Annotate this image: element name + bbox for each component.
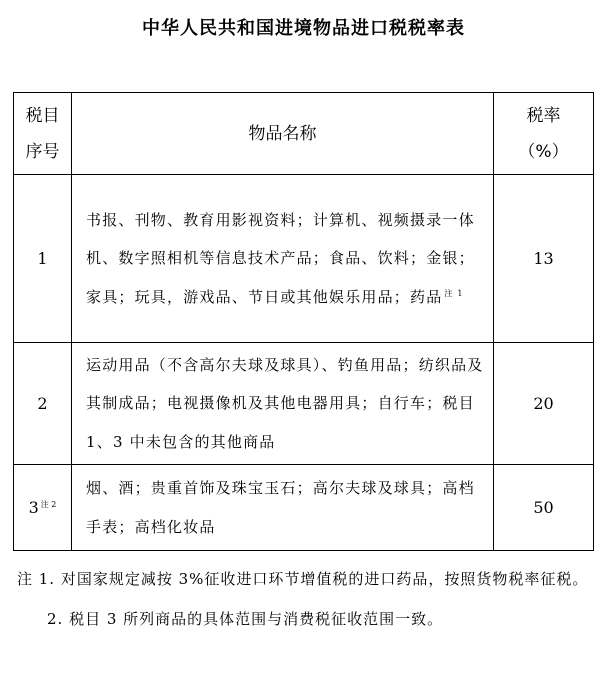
row-id: 1 xyxy=(37,249,48,268)
header-rate-line2: （%） xyxy=(518,141,569,162)
tax-rate-table xyxy=(13,92,594,551)
row-rate-cell xyxy=(494,343,594,465)
header-id-line1: 税目 xyxy=(25,105,60,126)
row-id-cell xyxy=(14,343,72,465)
header-rate xyxy=(494,93,594,175)
row-name: 书报、刊物、教育用影视资料；计算机、视频摄录一体机、数字照相机等信息技术产品；食品、饮料；金银；家具；玩具，游戏品、节日或其他娱乐用品；药品 xyxy=(86,210,475,306)
header-name xyxy=(72,93,494,175)
row-name: 运动用品（不含高尔夫球及球具）、钓鱼用品；纺织品及其制成品；电视摄像机及其他电器用具；自行车；税目 1、3 中未包含的其他商品 xyxy=(86,355,484,451)
header-rate-line1: 税率 xyxy=(526,105,561,126)
row-id: 3 xyxy=(28,498,39,517)
table-row xyxy=(14,465,594,551)
row-name-cell xyxy=(72,465,494,551)
row-name-cell xyxy=(72,175,494,343)
table-header-row xyxy=(14,93,594,175)
row-id-cell xyxy=(14,465,72,551)
page-title: 中华人民共和国进境物品进口税税率表 xyxy=(142,18,465,39)
row-rate: 20 xyxy=(533,394,554,413)
row-rate: 13 xyxy=(533,249,554,268)
footnotes xyxy=(17,562,595,637)
row-rate-cell xyxy=(494,175,594,343)
row-name-note: 注 1 xyxy=(444,288,464,298)
row-rate-cell xyxy=(494,465,594,551)
footnote-2: 2. 税目 3 所列商品的具体范围与消费税征收范围一致。 xyxy=(47,610,444,628)
footnote-1: 注 1. 对国家规定减按 3%征收进口环节增值税的进口药品，按照货物税率征税。 xyxy=(17,570,589,588)
header-name-label: 物品名称 xyxy=(248,123,317,144)
table-row xyxy=(14,343,594,465)
header-id-line2: 序号 xyxy=(25,141,60,162)
header-id xyxy=(14,93,72,175)
row-id-note: 注 2 xyxy=(40,499,57,509)
row-name-cell xyxy=(72,343,494,465)
row-rate: 50 xyxy=(533,498,554,517)
table-row xyxy=(14,175,594,343)
row-id-cell xyxy=(14,175,72,343)
row-name: 烟、酒；贵重首饰及珠宝玉石；高尔夫球及球具；高档手表；高档化妆品 xyxy=(86,479,475,536)
row-id: 2 xyxy=(37,394,48,413)
